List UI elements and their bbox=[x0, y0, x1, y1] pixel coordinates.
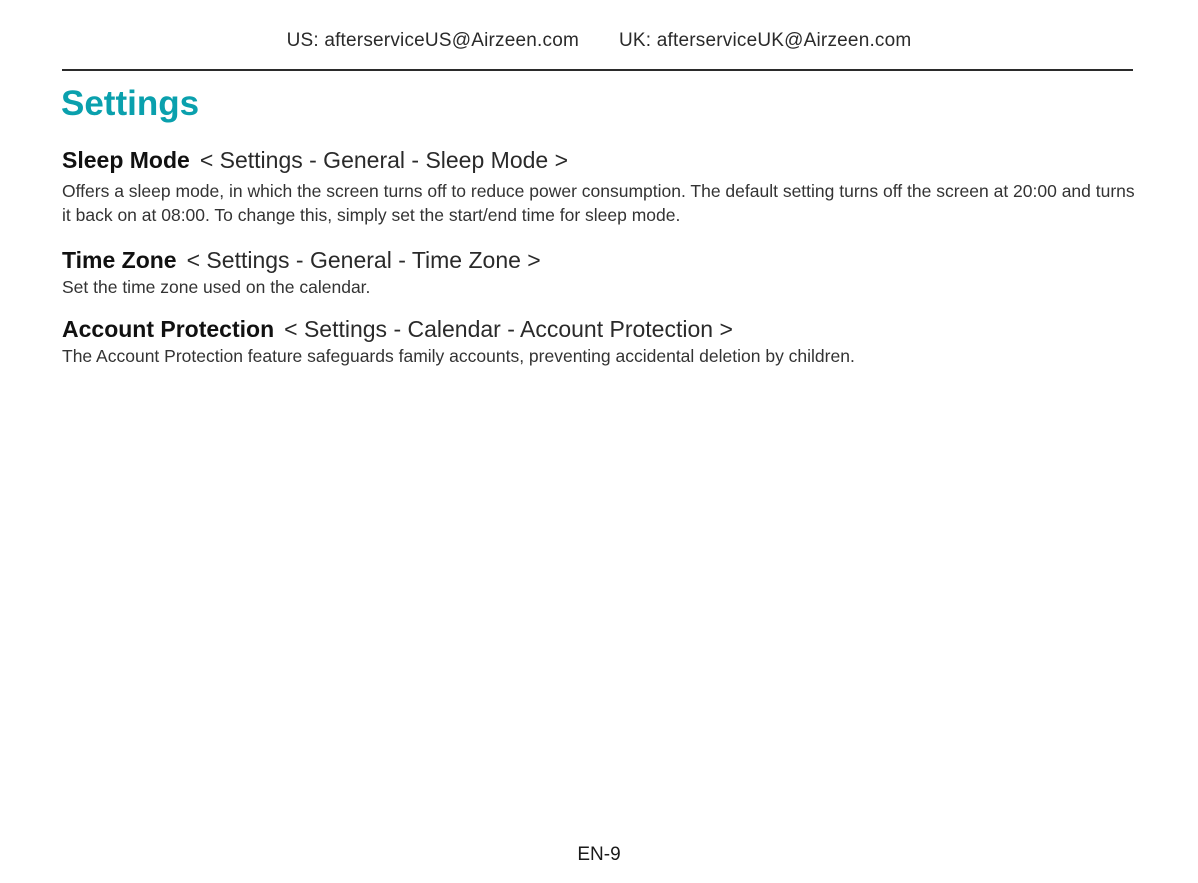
section-description: Offers a sleep mode, in which the screen turns off to reduce power consumption. The default setting turns off the screen at 20:00 and turns it back on at 08:00. To change this, simply set the start/end time for sleep mode. bbox=[62, 181, 1135, 225]
page-title: Settings bbox=[61, 84, 200, 123]
section-sleep-mode bbox=[62, 145, 1137, 227]
section-menu-path: < Settings - General - Time Zone > bbox=[186, 247, 541, 273]
section-heading bbox=[62, 145, 1137, 175]
page-number: EN-9 bbox=[577, 844, 621, 865]
section-name: Sleep Mode bbox=[62, 147, 190, 173]
section-name: Time Zone bbox=[62, 247, 177, 273]
section-account-protection bbox=[62, 314, 1137, 368]
section-description: Set the time zone used on the calendar. bbox=[62, 277, 371, 297]
section-time-zone bbox=[62, 245, 1137, 299]
section-heading bbox=[62, 314, 1137, 344]
section-name: Account Protection bbox=[62, 316, 275, 342]
contact-header bbox=[0, 30, 1198, 52]
section-heading bbox=[62, 245, 1137, 275]
section-description: The Account Protection feature safeguards family accounts, preventing accidental deletion by children. bbox=[62, 346, 855, 366]
section-menu-path: < Settings - Calendar - Account Protection > bbox=[284, 316, 733, 342]
uk-contact-email: UK: afterserviceUK@Airzeen.com bbox=[619, 30, 912, 51]
section-menu-path: < Settings - General - Sleep Mode > bbox=[199, 147, 569, 173]
header-divider bbox=[62, 69, 1133, 71]
us-contact-email: US: afterserviceUS@Airzeen.com bbox=[286, 30, 579, 51]
